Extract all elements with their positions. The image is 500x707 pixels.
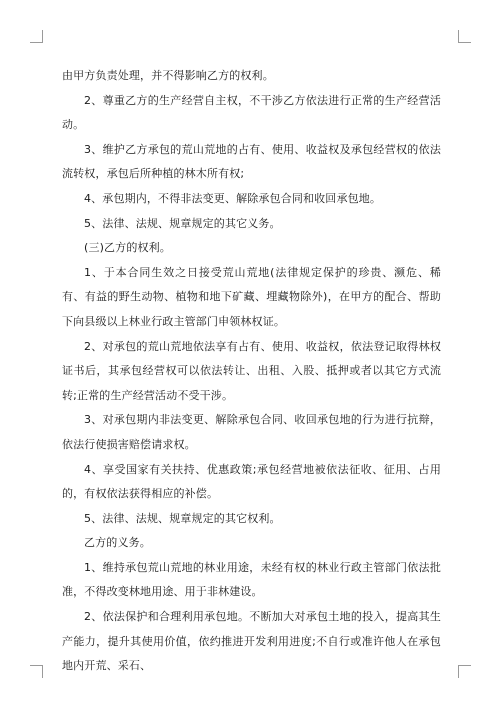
paragraph: 3、对承包期内非法变更、解除承包合同、收回承包地的行为进行抗辩，依法行使损害赔偿请求权。 bbox=[62, 413, 441, 451]
paragraph: 5、法律、法规、规章规定的其它权利。 bbox=[84, 511, 281, 525]
paragraph: 5、法律、法规、规章规定的其它义务。 bbox=[84, 216, 281, 230]
paragraph: 1、维持承包荒山荒地的林业用途，未经有权的林业行政主管部门依法批准，不得改变林地用途、用于非林建设。 bbox=[62, 560, 441, 599]
section-heading: 乙方的义务。 bbox=[84, 536, 151, 550]
paragraph: 4、享受国家有关扶持、优惠政策;承包经营地被依法征收、征用、占用的，有权依法获得相应的补偿。 bbox=[62, 462, 441, 501]
section-heading: (三)乙方的权利。 bbox=[84, 241, 171, 255]
crop-mark-bottom-right bbox=[458, 665, 471, 678]
paragraph: 4、承包期内，不得非法变更、解除承包合同和收回承包地。 bbox=[84, 191, 382, 205]
paragraph: 3、维护乙方承包的荒山荒地的占有、使用、收益权及承包经营权的依法流转权，承包后所种植的林木所有权; bbox=[62, 142, 441, 181]
paragraph: 2、对承包的荒山荒地依法享有占有、使用、收益权，依法登记取得林权证书后，其承包经营权可以依法转让、出租、入股、抵押或者以其它方式流转;正常的生产经营活动不受干涉。 bbox=[62, 339, 441, 402]
paragraph: 1、于本合同生效之日接受荒山荒地(法律规定保护的珍贵、濒危、稀有、有益的野生动物、植物和地下矿藏、埋藏物除外)，在甲方的配合、帮助下向县级以上林业行政主管部门申领林权证。 bbox=[62, 265, 441, 328]
paragraph: 2、尊重乙方的生产经营自主权，不干涉乙方依法进行正常的生产经营活动。 bbox=[62, 93, 441, 132]
crop-mark-top-left bbox=[30, 30, 43, 43]
paragraph: 2、依法保护和合理利用承包地。不断加大对承包土地的投入，提高其生产能力，提升其使用价值，依约推进开发利用进度;不自行或准许他人在承包地内开荒、采石、 bbox=[62, 610, 441, 673]
paragraph-continuation: 由甲方负责处理，并不得影响乙方的权利。 bbox=[62, 69, 274, 82]
crop-mark-top-right bbox=[458, 30, 471, 43]
document-body bbox=[62, 64, 441, 679]
crop-mark-bottom-left bbox=[30, 665, 43, 678]
